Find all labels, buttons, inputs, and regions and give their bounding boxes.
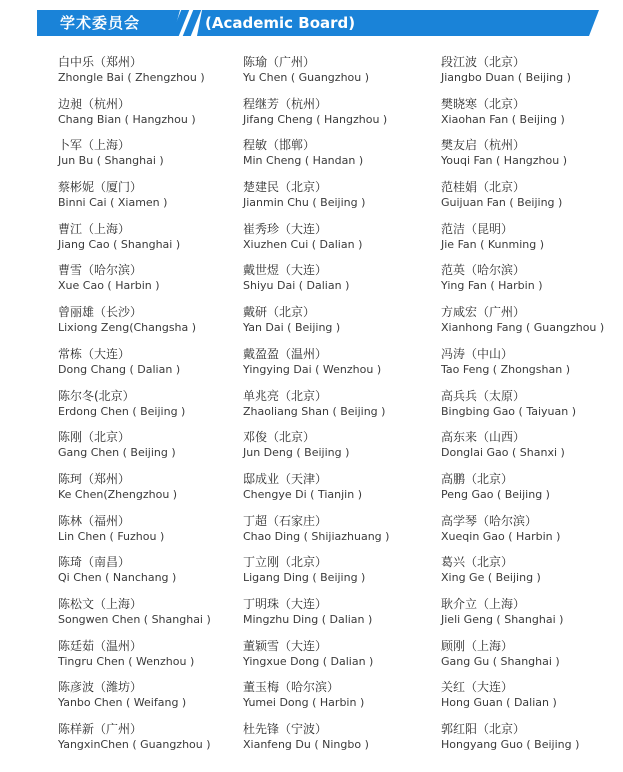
member-entry bbox=[441, 346, 623, 388]
member-name-english: Guijuan Fan ( Beijing ) bbox=[441, 196, 563, 210]
member-name-english: Gang Chen ( Beijing ) bbox=[58, 446, 176, 460]
member-entry bbox=[243, 388, 433, 430]
section-title-english: (Academic Board) bbox=[205, 14, 356, 32]
member-name-english: Zhaoliang Shan ( Beijing ) bbox=[243, 404, 386, 418]
member-name-english: Xiuzhen Cui ( Dalian ) bbox=[243, 237, 363, 251]
member-name-chinese: 冯涛（中山） bbox=[441, 346, 514, 361]
member-name-english: Yu Chen ( Guangzhou ) bbox=[243, 71, 370, 84]
member-entry bbox=[58, 554, 248, 596]
member-entry bbox=[441, 638, 623, 680]
member-name-english: Min Cheng ( Handan ) bbox=[243, 154, 364, 168]
member-name-english: Ligang Ding ( Beijing ) bbox=[243, 571, 366, 585]
member-entry bbox=[243, 721, 433, 763]
member-name-english: Songwen Chen ( Shanghai ) bbox=[58, 612, 211, 626]
member-name-english: Lixiong Zeng(Changsha ) bbox=[58, 321, 197, 335]
member-name-chinese: 曹雪（哈尔滨） bbox=[58, 263, 143, 278]
member-entry bbox=[441, 179, 623, 221]
member-name-chinese: 董玉梅（哈尔滨） bbox=[243, 680, 340, 695]
member-name-english: Xiaohan Fan ( Beijing ) bbox=[441, 112, 565, 126]
member-name-english: Jianmin Chu ( Beijing ) bbox=[243, 196, 366, 210]
member-name-chinese: 关红（大连） bbox=[441, 680, 514, 695]
member-entry bbox=[441, 388, 623, 430]
member-name-english: Peng Gao ( Beijing ) bbox=[441, 487, 550, 501]
member-name-chinese: 段江波（北京） bbox=[441, 55, 526, 69]
member-name-english: Donglai Gao ( Shanxi ) bbox=[441, 446, 565, 460]
member-name-chinese: 陈琦（南昌） bbox=[58, 555, 131, 570]
member-entry bbox=[243, 179, 433, 221]
member-name-english: Yingxue Dong ( Dalian ) bbox=[243, 654, 374, 668]
member-name-english: Binni Cai ( Xiamen ) bbox=[58, 196, 168, 210]
member-entry bbox=[58, 221, 248, 263]
member-column-2 bbox=[243, 54, 433, 763]
member-entry bbox=[243, 54, 433, 96]
member-entry bbox=[441, 304, 623, 346]
member-name-chinese: 高兵兵（太原） bbox=[441, 388, 526, 403]
member-entry bbox=[441, 721, 623, 763]
member-name-chinese: 程敏（邯郸） bbox=[243, 138, 316, 153]
member-name-chinese: 曹江（上海） bbox=[58, 221, 131, 236]
member-name-english: Ke Chen(Zhengzhou ) bbox=[58, 487, 178, 501]
member-name-english: Xueqin Gao ( Harbin ) bbox=[441, 529, 561, 543]
member-name-english: Erdong Chen ( Beijing ) bbox=[58, 404, 186, 418]
member-name-english: Jun Deng ( Beijing ) bbox=[243, 446, 350, 460]
member-name-english: Ying Fan ( Harbin ) bbox=[441, 279, 543, 293]
member-name-english: Chang Bian ( Hangzhou ) bbox=[58, 112, 196, 126]
member-name-chinese: 范英（哈尔滨） bbox=[441, 263, 526, 278]
member-name-english: Yumei Dong ( Harbin ) bbox=[243, 696, 365, 710]
member-name-english: Qi Chen ( Nanchang ) bbox=[58, 571, 177, 585]
member-entry bbox=[58, 638, 248, 680]
member-entry bbox=[58, 179, 248, 221]
member-name-chinese: 耿介立（上海） bbox=[441, 596, 526, 611]
member-name-chinese: 方咸宏（广州） bbox=[441, 305, 526, 320]
section-title-chinese: 学术委员会 bbox=[60, 14, 141, 32]
member-name-english: Xianfeng Du ( Ningbo ) bbox=[243, 738, 369, 751]
member-name-english: Dong Chang ( Dalian ) bbox=[58, 362, 181, 376]
member-name-chinese: 杜先锋（宁波） bbox=[243, 722, 328, 736]
member-name-chinese: 范桂娟（北京） bbox=[441, 180, 526, 195]
member-name-chinese: 郭红阳（北京） bbox=[441, 722, 526, 736]
member-name-chinese: 陈珂（郑州） bbox=[58, 471, 131, 486]
member-name-chinese: 高学琴（哈尔滨） bbox=[441, 513, 538, 528]
member-name-english: Lin Chen ( Fuzhou ) bbox=[58, 529, 165, 543]
member-entry bbox=[441, 137, 623, 179]
member-name-english: Tingru Chen ( Wenzhou ) bbox=[58, 654, 195, 668]
member-name-english: Jifang Cheng ( Hangzhou ) bbox=[243, 112, 388, 126]
member-column-3 bbox=[441, 54, 623, 763]
member-entry bbox=[441, 429, 623, 471]
member-entry bbox=[58, 679, 248, 721]
member-entry bbox=[243, 221, 433, 263]
member-entry bbox=[243, 346, 433, 388]
member-name-english: Yan Dai ( Beijing ) bbox=[243, 321, 341, 335]
member-name-chinese: 程继芳（杭州） bbox=[243, 96, 328, 111]
member-entry bbox=[58, 721, 248, 763]
member-entry bbox=[243, 429, 433, 471]
member-entry bbox=[441, 471, 623, 513]
member-name-english: Hong Guan ( Dalian ) bbox=[441, 696, 557, 710]
member-name-english: Xing Ge ( Beijing ) bbox=[441, 571, 541, 585]
member-name-chinese: 白中乐（郑州） bbox=[58, 55, 143, 69]
member-name-english: Shiyu Dai ( Dalian ) bbox=[243, 279, 350, 293]
member-name-english: Jie Fan ( Kunming ) bbox=[441, 237, 545, 251]
member-entry bbox=[58, 596, 248, 638]
member-name-chinese: 卜军（上海） bbox=[58, 138, 131, 153]
member-name-chinese: 常栋（大连） bbox=[58, 346, 131, 361]
member-name-english: Xianhong Fang ( Guangzhou ) bbox=[441, 321, 605, 335]
member-entry bbox=[58, 513, 248, 555]
member-entry bbox=[441, 596, 623, 638]
member-name-english: YangxinChen ( Guangzhou ) bbox=[58, 738, 211, 751]
member-name-chinese: 单兆亮（北京） bbox=[243, 388, 328, 403]
member-name-chinese: 陈林（福州） bbox=[58, 513, 131, 528]
member-entry bbox=[243, 96, 433, 138]
member-entry bbox=[441, 554, 623, 596]
member-name-english: Youqi Fan ( Hangzhou ) bbox=[441, 154, 568, 168]
member-entry bbox=[58, 54, 248, 96]
member-name-chinese: 葛兴（北京） bbox=[441, 555, 514, 570]
member-entry bbox=[243, 596, 433, 638]
member-name-english: Tao Feng ( Zhongshan ) bbox=[441, 362, 570, 376]
member-name-english: Jiangbo Duan ( Beijing ) bbox=[441, 71, 571, 84]
member-name-english: Jun Bu ( Shanghai ) bbox=[58, 154, 164, 168]
member-name-chinese: 顾刚（上海） bbox=[441, 638, 514, 653]
member-name-chinese: 邸成业（天津） bbox=[243, 471, 328, 486]
member-entry bbox=[58, 388, 248, 430]
member-entry bbox=[441, 679, 623, 721]
member-name-chinese: 陈样新（广州） bbox=[58, 722, 143, 736]
member-name-english: Gang Gu ( Shanghai ) bbox=[441, 654, 560, 668]
member-name-english: Zhongle Bai ( Zhengzhou ) bbox=[58, 71, 205, 84]
member-name-chinese: 楚建民（北京） bbox=[243, 180, 328, 195]
member-entry bbox=[243, 679, 433, 721]
member-name-chinese: 曾丽雄（长沙） bbox=[58, 305, 143, 320]
member-entry bbox=[441, 221, 623, 263]
member-entry bbox=[243, 304, 433, 346]
member-entry bbox=[441, 513, 623, 555]
member-name-english: Yingying Dai ( Wenzhou ) bbox=[243, 362, 382, 376]
member-name-english: Chao Ding ( Shijiazhuang ) bbox=[243, 529, 390, 543]
member-entry bbox=[441, 262, 623, 304]
member-name-chinese: 陈松文（上海） bbox=[58, 596, 143, 611]
member-name-chinese: 陈尔冬(北京） bbox=[58, 388, 135, 403]
member-name-english: Xue Cao ( Harbin ) bbox=[58, 279, 160, 293]
member-name-chinese: 陈彦波（潍坊） bbox=[58, 680, 143, 695]
member-name-chinese: 戴世煜（大连） bbox=[243, 263, 328, 278]
member-name-chinese: 陈廷茹（温州） bbox=[58, 638, 143, 653]
member-name-chinese: 丁明珠（大连） bbox=[243, 596, 328, 611]
member-entry bbox=[58, 96, 248, 138]
member-name-chinese: 高鹏（北京） bbox=[441, 471, 514, 486]
member-name-english: Chengye Di ( Tianjin ) bbox=[243, 487, 362, 501]
member-entry bbox=[58, 304, 248, 346]
member-name-chinese: 崔秀珍（大连） bbox=[243, 221, 328, 236]
member-name-chinese: 丁超（石家庄） bbox=[243, 513, 328, 528]
member-column-1 bbox=[58, 54, 248, 763]
member-entry bbox=[58, 471, 248, 513]
member-entry bbox=[58, 137, 248, 179]
member-entry bbox=[58, 429, 248, 471]
member-entry bbox=[58, 262, 248, 304]
member-name-chinese: 陈瑜（广州） bbox=[243, 55, 316, 69]
member-name-english: Jiang Cao ( Shanghai ) bbox=[58, 237, 181, 251]
member-name-chinese: 董颖雪（大连） bbox=[243, 638, 328, 653]
member-entry bbox=[243, 513, 433, 555]
member-entry bbox=[58, 346, 248, 388]
member-entry bbox=[243, 137, 433, 179]
member-name-chinese: 邓俊（北京） bbox=[243, 430, 316, 445]
member-name-chinese: 戴研（北京） bbox=[243, 305, 316, 320]
section-header bbox=[0, 0, 623, 42]
member-name-chinese: 戴盈盈（温州） bbox=[243, 346, 328, 361]
member-entry bbox=[441, 96, 623, 138]
member-entry bbox=[243, 262, 433, 304]
member-name-chinese: 陈刚（北京） bbox=[58, 430, 131, 445]
member-name-chinese: 樊友启（杭州） bbox=[441, 138, 526, 153]
member-name-chinese: 边昶（杭州） bbox=[58, 96, 131, 111]
member-name-chinese: 樊晓寒（北京） bbox=[441, 96, 526, 111]
member-entry bbox=[441, 54, 623, 96]
member-name-chinese: 范洁（昆明） bbox=[441, 221, 514, 236]
member-name-chinese: 高东来（山西） bbox=[441, 430, 526, 445]
member-entry bbox=[243, 638, 433, 680]
member-name-english: Hongyang Guo ( Beijing ) bbox=[441, 738, 580, 751]
member-name-english: Mingzhu Ding ( Dalian ) bbox=[243, 612, 373, 626]
member-name-chinese: 蔡彬妮（厦门） bbox=[58, 180, 143, 195]
member-name-english: Bingbing Gao ( Taiyuan ) bbox=[441, 404, 577, 418]
member-name-english: Jieli Geng ( Shanghai ) bbox=[441, 612, 564, 626]
member-name-chinese: 丁立刚（北京） bbox=[243, 555, 328, 570]
member-entry bbox=[243, 554, 433, 596]
member-entry bbox=[243, 471, 433, 513]
member-name-english: Yanbo Chen ( Weifang ) bbox=[58, 696, 187, 710]
